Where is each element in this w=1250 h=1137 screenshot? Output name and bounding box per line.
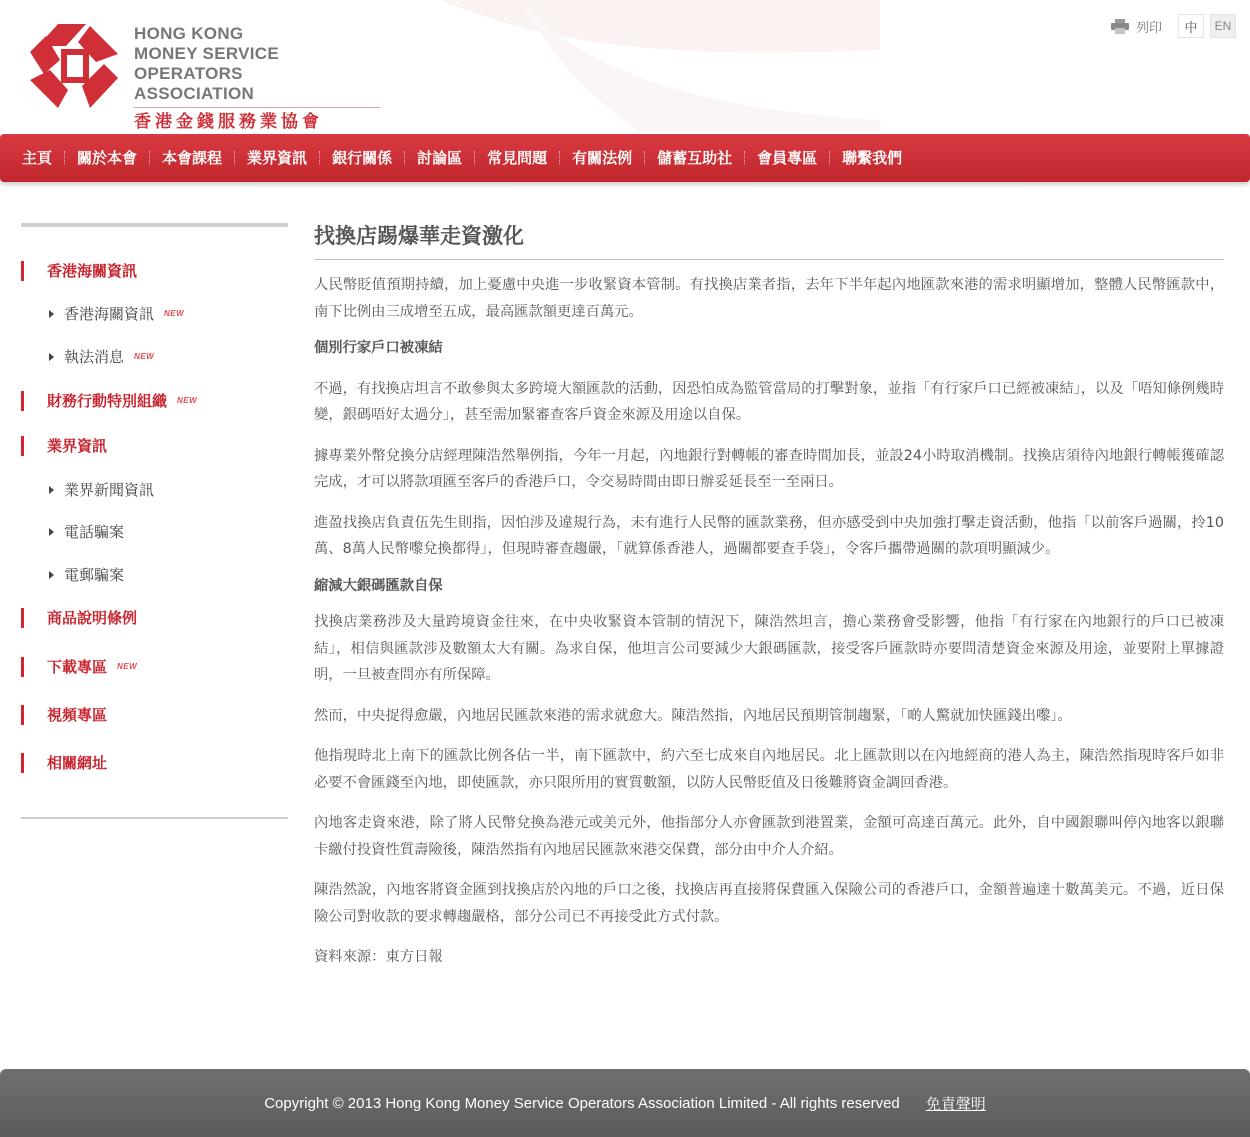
sidebar-item-label: 視頻專區 [47, 706, 108, 724]
sidebar-item-label: 業界新聞資訊 [64, 481, 155, 499]
nav-item-5[interactable]: 討論區 [417, 149, 463, 167]
article-paragraph: 他指現時北上南下的匯款比例各佔一半，南下匯款中，約六至七成來自內地居民。北上匯款則以在內地經商的港人為主，陳浩然指現時客戶如非必要不會匯錢至內地，即使匯款，亦只限所用的實質數額，以防人民幣貶值及日後難將資金調回香港。 [314, 748, 1224, 791]
printer-icon [1110, 18, 1130, 34]
article-paragraph: 據專業外幣兌換分店經理陳浩然舉例指，今年一月起，內地銀行對轉帳的審查時間加長，並設24小時取消機制。找換店須待內地銀行轉帳獲確認完成，才可以將款項匯至客戶的香港戶口，令交易時間由即日辦妥延長至一至兩日。 [314, 447, 1224, 490]
article-paragraph: 進盈找換店負責伍先生則指，因怕涉及違規行為，未有進行人民幣的匯款業務，但亦感受到中央加強打擊走資活動，他指「以前客戶過關，拎10萬、8萬人民幣嚟兌換都得」，但現時審查趨嚴，「就算係香港人，過關都要查手袋」，令客戶攜帶過關的款項明顯減少。 [314, 514, 1224, 557]
nav-item-4[interactable]: 銀行關係 [332, 149, 393, 167]
sidebar-category-0[interactable] [21, 261, 137, 281]
lang-en-button[interactable]: EN [1210, 14, 1236, 38]
nav-item-3[interactable]: 業界資訊 [247, 149, 308, 167]
brand-name-en-2: MONEY SERVICE OPERATORS [134, 44, 279, 83]
brand-divider [134, 107, 380, 108]
sidebar-item-label: 業界資訊 [47, 437, 108, 455]
sidebar-subitem-6[interactable] [21, 521, 124, 543]
article-body [314, 272, 1224, 971]
brand-name[interactable] [134, 24, 384, 132]
sidebar-item-label: 電郵騙案 [64, 566, 125, 584]
hkmsoa-logo-icon[interactable] [28, 22, 120, 110]
nav-item-7[interactable]: 有關法例 [572, 149, 633, 167]
brand-name-en-3: ASSOCIATION [134, 84, 255, 103]
article-subheading: 縮減大銀碼匯款自保 [314, 577, 443, 594]
sidebar-item-label: 財務行動特別組織 [47, 392, 168, 410]
header-decoration [380, 0, 880, 132]
sidebar-subitem-1[interactable] [21, 303, 184, 325]
sidebar-item-label: 下載專區 [47, 658, 108, 676]
article-paragraph: 資料來源：東方日報 [314, 949, 443, 965]
sidebar-category-8[interactable] [21, 608, 137, 628]
article-paragraph: 找換店業務涉及大量跨境資金往來，在中央收緊資本管制的情況下，陳浩然坦言，擔心業務會受影響，他指「有行家在內地銀行的戶口已被凍結」，相信與匯款涉及數額太大有關。為求自保，他坦言公司要減少大銀碼匯款，接受客戶匯款時亦要問清楚資金來源及用途，並要附上單據證明，一旦被查問亦有所保障。 [314, 614, 1224, 683]
article-paragraph: 不過，有找換店坦言不敢參與太多跨境大額匯款的活動，因恐怕成為監管當局的打擊對象，並指「有行家戶口已經被凍結」，以及「唔知條例幾時變，銀碼唔好太過分」，甚至需加緊審查客戶資金來源及用途以自保。 [314, 380, 1224, 423]
article-paragraph: 人民幣貶值預期持續，加上憂慮中央進一步收緊資本管制。有找換店業者指，去年下半年起內地匯款來港的需求明顯增加，整體人民幣匯款中，南下比例由三成增至五成，最高匯款額更達百萬元。 [314, 277, 1224, 320]
copyright-text: Copyright © 2013 Hong Kong Money Service Operators Association Limited - All rights reserved [264, 1094, 900, 1112]
utility-bar [1110, 14, 1236, 38]
print-button[interactable] [1110, 17, 1162, 36]
sidebar-subitem-7[interactable] [21, 564, 124, 586]
sidebar-category-11[interactable] [21, 753, 107, 773]
sidebar-subitem-5[interactable] [21, 479, 154, 501]
new-badge: NEW [134, 352, 155, 361]
article-paragraph: 內地客走資來港，除了將人民幣兌換為港元或美元外，他指部分人亦會匯款到港置業，金額可高達百萬元。此外，自中國銀聯叫停內地客以銀聯卡繳付投資性質壽險後，陳浩然指有內地居民匯款來港交保費，部分由中介人介紹。 [314, 815, 1224, 858]
sidebar-category-4[interactable] [21, 436, 107, 456]
sidebar-item-label: 電話騙案 [64, 523, 125, 541]
site-footer [0, 1069, 1250, 1137]
sidebar-item-label: 執法消息 [64, 348, 125, 366]
caret-right-icon [49, 310, 54, 318]
nav-item-8[interactable]: 儲蓄互助社 [657, 149, 733, 167]
new-badge: NEW [177, 396, 198, 405]
sidebar-item-label: 相關網址 [47, 754, 108, 772]
new-badge: NEW [164, 309, 185, 318]
main-nav [0, 134, 1250, 182]
site-header [0, 0, 1250, 132]
nav-item-10[interactable]: 聯繫我們 [842, 149, 903, 167]
nav-item-9[interactable]: 會員專區 [757, 149, 818, 167]
new-badge: NEW [117, 662, 138, 671]
sidebar [21, 223, 288, 781]
sidebar-menu [21, 261, 288, 781]
sidebar-subitem-2[interactable] [21, 346, 154, 368]
sidebar-item-label: 香港海關資訊 [64, 305, 155, 323]
sidebar-category-10[interactable] [21, 705, 107, 725]
print-label: 列印 [1135, 20, 1162, 36]
brand-name-en-1: HONG KONG [134, 24, 244, 43]
sidebar-item-label: 商品說明條例 [47, 609, 138, 627]
caret-right-icon [49, 571, 54, 579]
sidebar-top-divider [21, 223, 288, 227]
nav-item-0[interactable]: 主頁 [22, 149, 53, 167]
article-paragraph: 然而，中央捉得愈嚴，內地居民匯款來港的需求就愈大。陳浩然指，內地居民預期管制趨緊，「啲人驚就加快匯錢出嚟」。 [314, 707, 1072, 724]
caret-right-icon [49, 353, 54, 361]
brand-name-zh: 香港金錢服務業協會 [134, 112, 323, 132]
nav-item-2[interactable]: 本會課程 [162, 149, 223, 167]
nav-item-6[interactable]: 常見問題 [487, 149, 548, 167]
article-subheading: 個別行家戶口被凍結 [314, 340, 443, 356]
sidebar-category-9[interactable] [21, 657, 137, 677]
caret-right-icon [49, 486, 54, 494]
sidebar-category-3[interactable] [21, 391, 197, 411]
article-paragraph: 陳浩然說，內地客將資金匯到找換店於內地的戶口之後，找換店再直接將保費匯入保險公司的香港戶口，金額普遍達十數萬美元。不過，近日保險公司對收款的要求轉趨嚴格，部分公司已不再接受此方式付款。 [314, 882, 1224, 925]
sidebar-item-label: 香港海關資訊 [47, 262, 138, 280]
article [314, 222, 1224, 971]
nav-item-1[interactable]: 關於本會 [77, 149, 138, 167]
disclaimer-link[interactable]: 免責聲明 [925, 1094, 986, 1113]
caret-right-icon [49, 528, 54, 536]
lang-zh-button[interactable]: 中 [1178, 14, 1204, 38]
sidebar-bottom-divider [21, 817, 288, 819]
article-title: 找換店踢爆華走資激化 [314, 222, 1224, 260]
